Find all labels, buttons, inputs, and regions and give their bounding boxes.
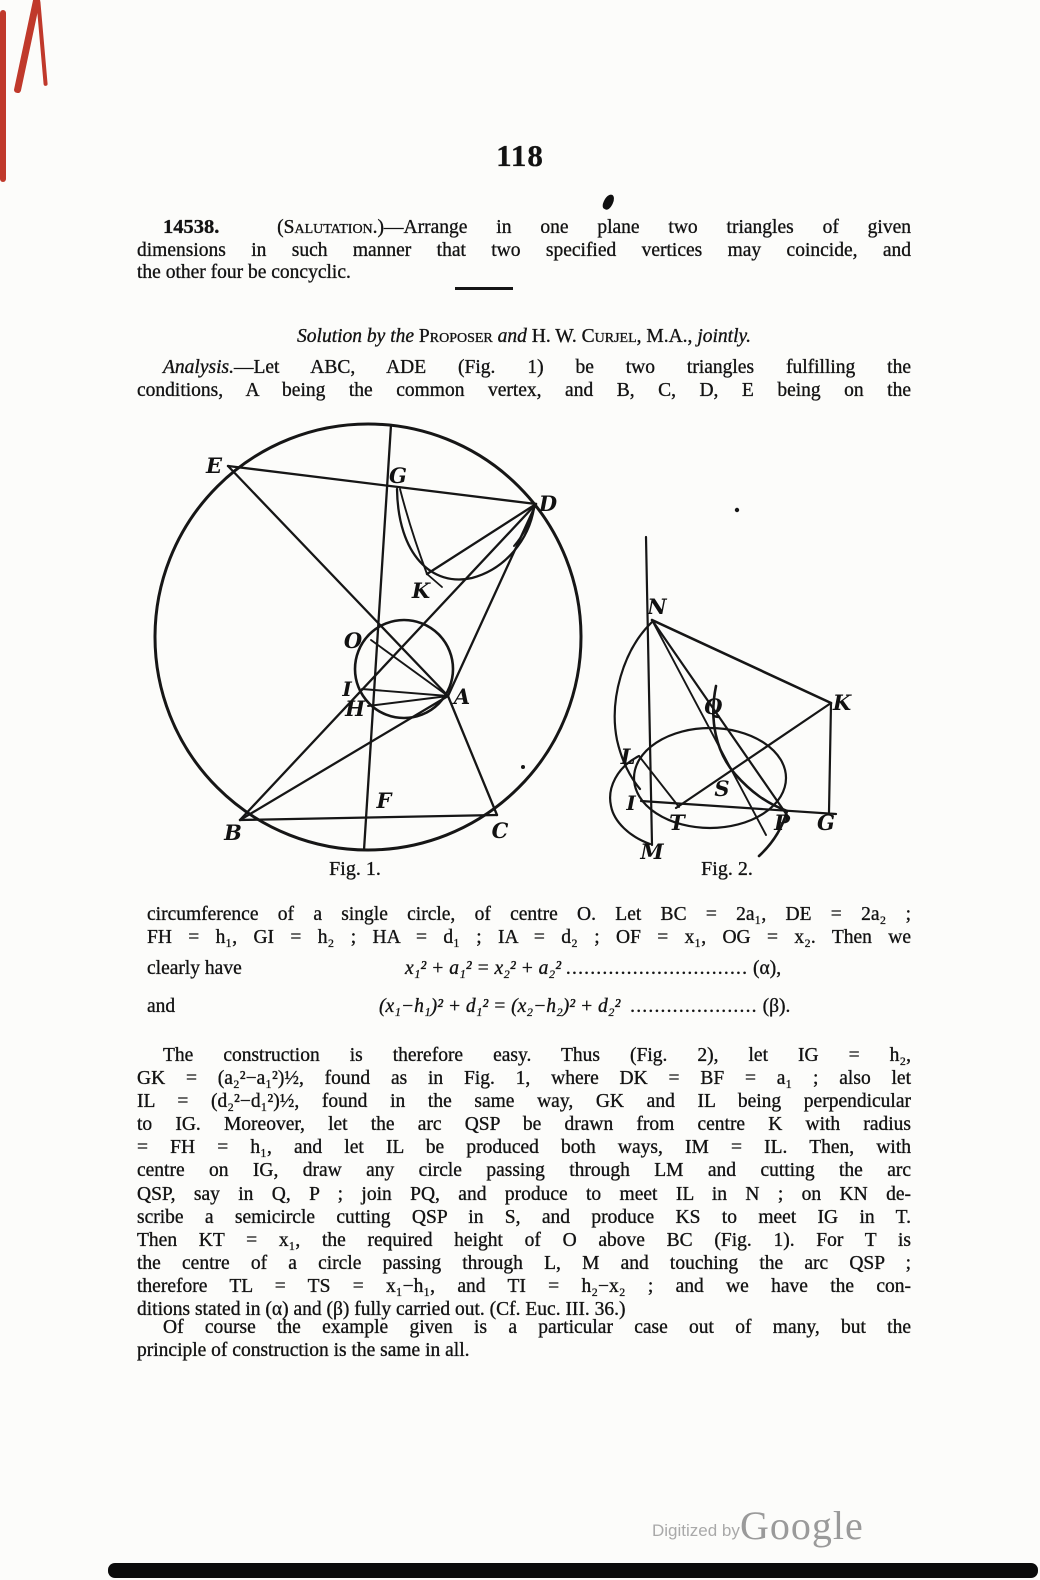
fig2-label-g: G [817, 810, 835, 835]
fig1-label-h: H [345, 696, 365, 721]
text-line: circumference of a single circle, of centre O. Let BC = 2a₁, DE = 2a₂ ; [147, 904, 911, 925]
fig1-small-circle [355, 620, 453, 718]
fig1-label-b: B [224, 820, 242, 845]
fig2-label-l: L [620, 744, 636, 769]
analysis-lead: Analysis. [163, 357, 234, 378]
fig1-speck [521, 765, 525, 769]
text-line: FH = h₁, GI = h₂ ; HA = d₁ ; IA = d₂ ; OF = x₁, OG = x₂. Then we [147, 927, 911, 949]
equation-formula: (x₁−h₁)² + d₁² = (x₂−h₂)² + d₂² [379, 996, 621, 1017]
red-pen-mark-diagonal-2 [36, 0, 47, 86]
text-line: Analysis.—Let ABC, ADE (Fig. 1) be two triangles fulfilling the [163, 357, 911, 378]
text-line: conditions, A being the common vertex, and B, C, D, E being on the [137, 380, 911, 402]
figure-2 [610, 508, 852, 860]
text-line: dimensions in such manner that two specified vertices may coincide, and [137, 239, 911, 261]
fig1-label-g: G [389, 463, 407, 488]
fig1-label-f: F [376, 788, 392, 813]
equation-label: clearly have [147, 958, 242, 979]
fig2-speck [735, 508, 739, 512]
fig2-label-k: K [832, 690, 852, 715]
fig1-lines [228, 425, 536, 850]
text-line: principle of construction is the same in all. [137, 1340, 470, 1362]
fig2-label-p: P [774, 810, 790, 835]
text-line: the other four be concyclic. [137, 262, 351, 283]
fig2-label-i: I [626, 791, 636, 815]
fig1-label-e: E [205, 453, 223, 478]
text-line: IL = (d₂²−d₁²)½, found in the same way, GK and IL being perpendicular [137, 1091, 911, 1113]
text-line: scribe a semicircle cutting QSP in S, and produce KS to meet IG in T. [137, 1206, 911, 1228]
fig2-label-n: N [647, 594, 667, 619]
equation-formula: x₁² + a₁² = x₂² + a₂² [405, 958, 562, 979]
text-line: QSP, say in Q, P ; join PQ, and produce to meet IL in N ; on KN de- [137, 1183, 911, 1205]
body-paragraph-1 [147, 903, 911, 949]
dot-leaders: .............................. [565, 958, 749, 979]
problem-number: 14538. [163, 216, 220, 238]
fig1-label-i: I [342, 677, 352, 701]
ink-blot-mark [601, 193, 616, 211]
proposer-name: Proposer [418, 326, 493, 347]
fig2-caption: Fig. 2. [701, 858, 753, 880]
text-line: centre on IG, draw any circle passing through LM and cutting the arc [137, 1160, 911, 1182]
construction-paragraph [137, 1044, 911, 1321]
analysis-paragraph [137, 356, 911, 402]
fig1-label-a: A [453, 684, 471, 709]
dot-leaders: ..................... [630, 996, 758, 1017]
text-line: The construction is therefore easy. Thus (Fig. 2), let IG = h₂, [163, 1045, 911, 1066]
text-line: Of course the example given is a particular case out of many, but the [163, 1317, 911, 1338]
equation-alpha [137, 958, 911, 990]
problem-statement [137, 216, 911, 285]
fig2-lines [639, 537, 836, 845]
geometry-figures [0, 415, 1040, 860]
text-line: the centre of a circle passing through L, M and touching the arc QSP ; [137, 1252, 911, 1274]
fig1-label-k: K [411, 578, 431, 603]
equation-beta [137, 996, 911, 1028]
google-logo: Google [740, 1503, 864, 1548]
solution-byline: Solution by the Proposer and H. W. Curjel, M.A., jointly. [297, 326, 751, 347]
equation-tag: (β). [762, 996, 791, 1017]
text-line: = FH = h₁, and let IL be produced both ways, IM = IL. Then, with [137, 1137, 911, 1159]
fig2-arcs [610, 622, 787, 856]
equation-tag: (α), [753, 958, 782, 979]
digitized-by-text: Digitized by [652, 1521, 740, 1540]
text-line: GK = (a₂²−a₁²)½, found as in Fig. 1, where DK = BF = a₁ ; also let [137, 1068, 911, 1090]
text-line: 14538. (Salutation.)—Arrange in one plane two triangles of given [163, 216, 911, 238]
fig2-label-q: Q [703, 694, 723, 719]
fig1-label-d: D [538, 491, 558, 516]
text-line: Then KT = x₁, the required height of O above BC (Fig. 1). For T is [137, 1229, 911, 1251]
fig2-label-s: S [714, 776, 730, 801]
closing-paragraph [137, 1316, 911, 1362]
divider-rule [455, 287, 513, 290]
fig1-arcs [397, 489, 534, 579]
text-line: therefore TL = TS = x₁−h₁, and TI = h₂−x₂ ; and we have the con- [137, 1275, 911, 1297]
salutation-label: (Salutation.) [277, 217, 385, 238]
fig1-label-c: C [491, 818, 509, 843]
equation-label: and [147, 996, 176, 1017]
figure-1 [155, 424, 581, 850]
fig2-label-t: T [669, 810, 685, 835]
text-line: to IG. Moreover, let the arc QSP be drawn from centre K with radius [137, 1114, 911, 1136]
text-line: ditions stated in (α) and (β) fully carried out. (Cf. Euc. III. 36.) [137, 1299, 626, 1321]
solver-name: H. W. Curjel, M.A., [531, 326, 693, 347]
fig1-caption: Fig. 1. [329, 858, 381, 880]
page-number: 118 [496, 138, 544, 173]
fig2-label-m: M [640, 839, 664, 860]
fig1-label-o: O [343, 628, 363, 653]
scan-edge-bar [108, 1563, 1038, 1578]
